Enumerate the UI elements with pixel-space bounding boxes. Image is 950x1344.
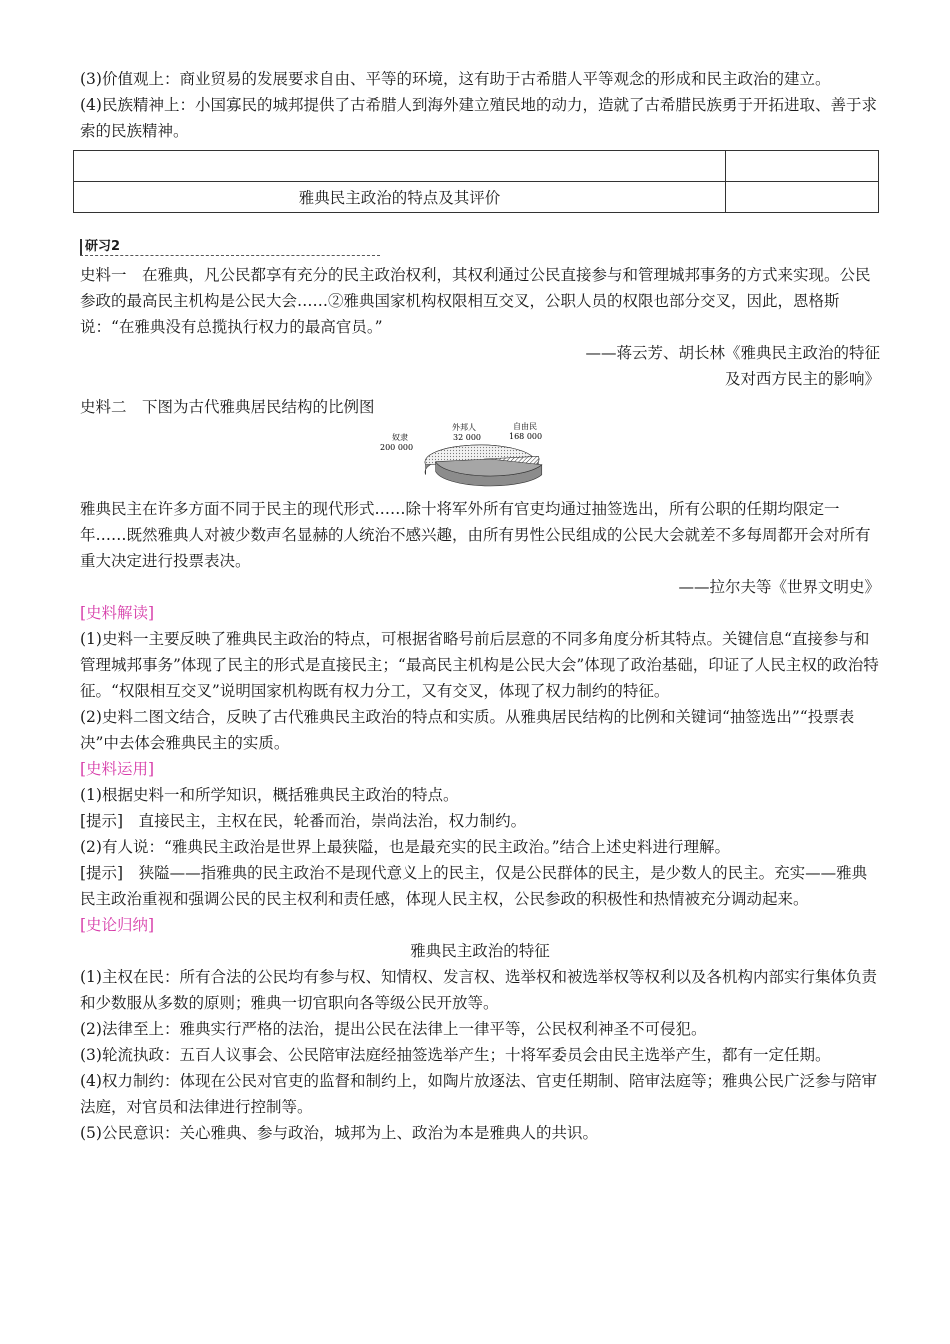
section-divider [80,255,380,256]
reading-point-1: (1)史料一主要反映了雅典民主政治的特点，可根据省略号前后层意的不同多角度分析其特点。关键信息“直接参与和管理城邦事务”体现了民主的形式是直接民主；“最高民主机构是公民大会”体现了政治基础，印证了人民主权的政治特征。“权限相互交叉”说明国家机构既有权力分工，又有交叉，体现了权力制约的特征。 [80,630,879,700]
value-slaves: 200 000 [380,443,414,452]
pie-chart-svg [380,422,580,492]
source1-citation-2: 及对西方民主的影响》 [724,370,880,388]
intro-point-3: (3)价值观上：商业贸易的发展要求自由、平等的环境，这有助于古希腊人平等观念的形成和民主政治的建立。 [80,70,831,88]
summary-item: (2)法律至上：雅典实行严格的法治，提出公民在法律上一律平等，公民权利神圣不可侵犯。 [80,1020,707,1038]
summary-item: (4)权力制约：体现在公民对官吏的监督和制约上，如陶片放逐法、官吏任期制、陪审法庭等；雅典公民广泛参与陪审法庭，对官员和法律进行控制等。 [80,1072,877,1116]
hint-1: [提示] 直接民主，主权在民，轮番而治，崇尚法治，权力制约。 [80,812,527,830]
source2-text: 雅典民主在许多方面不同于民主的现代形式……除十将军外所有官吏均通过抽签选出，所有公职的任期均限定一年……既然雅典人对被少数声名显赫的人统治不感兴趣，由所有男性公民组成的公民大会就差不多每周都开会对所有重大决定进行投票表决。 [80,500,871,570]
question-1: (1)根据史料一和所学知识，概括雅典民主政治的特点。 [80,786,459,804]
hint-2: [提示] 狭隘——指雅典的民主政治不是现代意义上的民主，仅是公民群体的民主，是少数人的民主。充实——雅典民主政治重视和强调公民的民主权利和责任感，体现人民主权，公民参政的积极性和热情被充分调动起来。 [80,864,868,908]
source1-citation-1: ——蒋云芳、胡长林《雅典民主政治的特征 [585,344,880,362]
source2-intro: 史料二 下图为古代雅典居民结构的比例图 [80,398,375,416]
section-label: 研习2 [80,239,120,255]
reading-tag: [史料解读] [80,604,155,622]
topic-cell-side-2 [726,182,879,213]
value-free: 168 000 [509,432,543,441]
label-foreigners: 外邦人 [452,423,476,432]
source1-text: 史料一 在雅典，凡公民都享有充分的民主政治权利，其权利通过公民直接参与和管理城邦事务的方式来实现。公民参政的最高民主机构是公民大会……②雅典国家机构权限相互交叉，公职人员的权限也部分交叉，因此，恩格斯说：“在雅典没有总揽执行权力的最高官员。” [80,266,871,336]
topic-cell-side [726,151,879,182]
summary-title: 雅典民主政治的特征 [410,942,550,960]
summary-tag: [史论归纳] [80,916,155,934]
label-slaves: 奴隶 [392,433,408,442]
summary-item: (5)公民意识：关心雅典、参与政治，城邦为上、政治为本是雅典人的共识。 [80,1124,598,1142]
topic-table [73,150,879,213]
reading-point-2: (2)史料二图文结合，反映了古代雅典民主政治的特点和实质。从雅典居民结构的比例和关键词“抽签选出”“投票表决”中去体会雅典民主的实质。 [80,708,855,752]
intro-point-4: (4)民族精神上：小国寡民的城邦提供了古希腊人到海外建立殖民地的动力，造就了古希腊民族勇于开拓进取、善于求索的民族精神。 [80,96,877,140]
topic-title: 雅典民主政治的特点及其评价 [74,182,726,213]
population-pie-chart [80,422,880,492]
source2-citation: ——拉尔夫等《世界文明史》 [678,578,880,596]
summary-item: (3)轮流执政：五百人议事会、公民陪审法庭经抽签选举产生；十将军委员会由民主选举产生，都有一定任期。 [80,1046,831,1064]
summary-item: (1)主权在民：所有合法的公民均有参与权、知情权、发言权、选举权和被选举权等权利以及各机构内部实行集体负责和少数服从多数的原则；雅典一切官职向各等级公民开放等。 [80,968,877,1012]
topic-cell-empty [74,151,726,182]
document-page [80,66,880,1146]
value-foreigners: 32 000 [453,433,481,442]
application-tag: [史料运用] [80,760,155,778]
question-2: (2)有人说：“雅典民主政治是世界上最狭隘，也是最充实的民主政治。”结合上述史料进行理解。 [80,838,731,856]
label-free: 自由民 [513,422,537,431]
